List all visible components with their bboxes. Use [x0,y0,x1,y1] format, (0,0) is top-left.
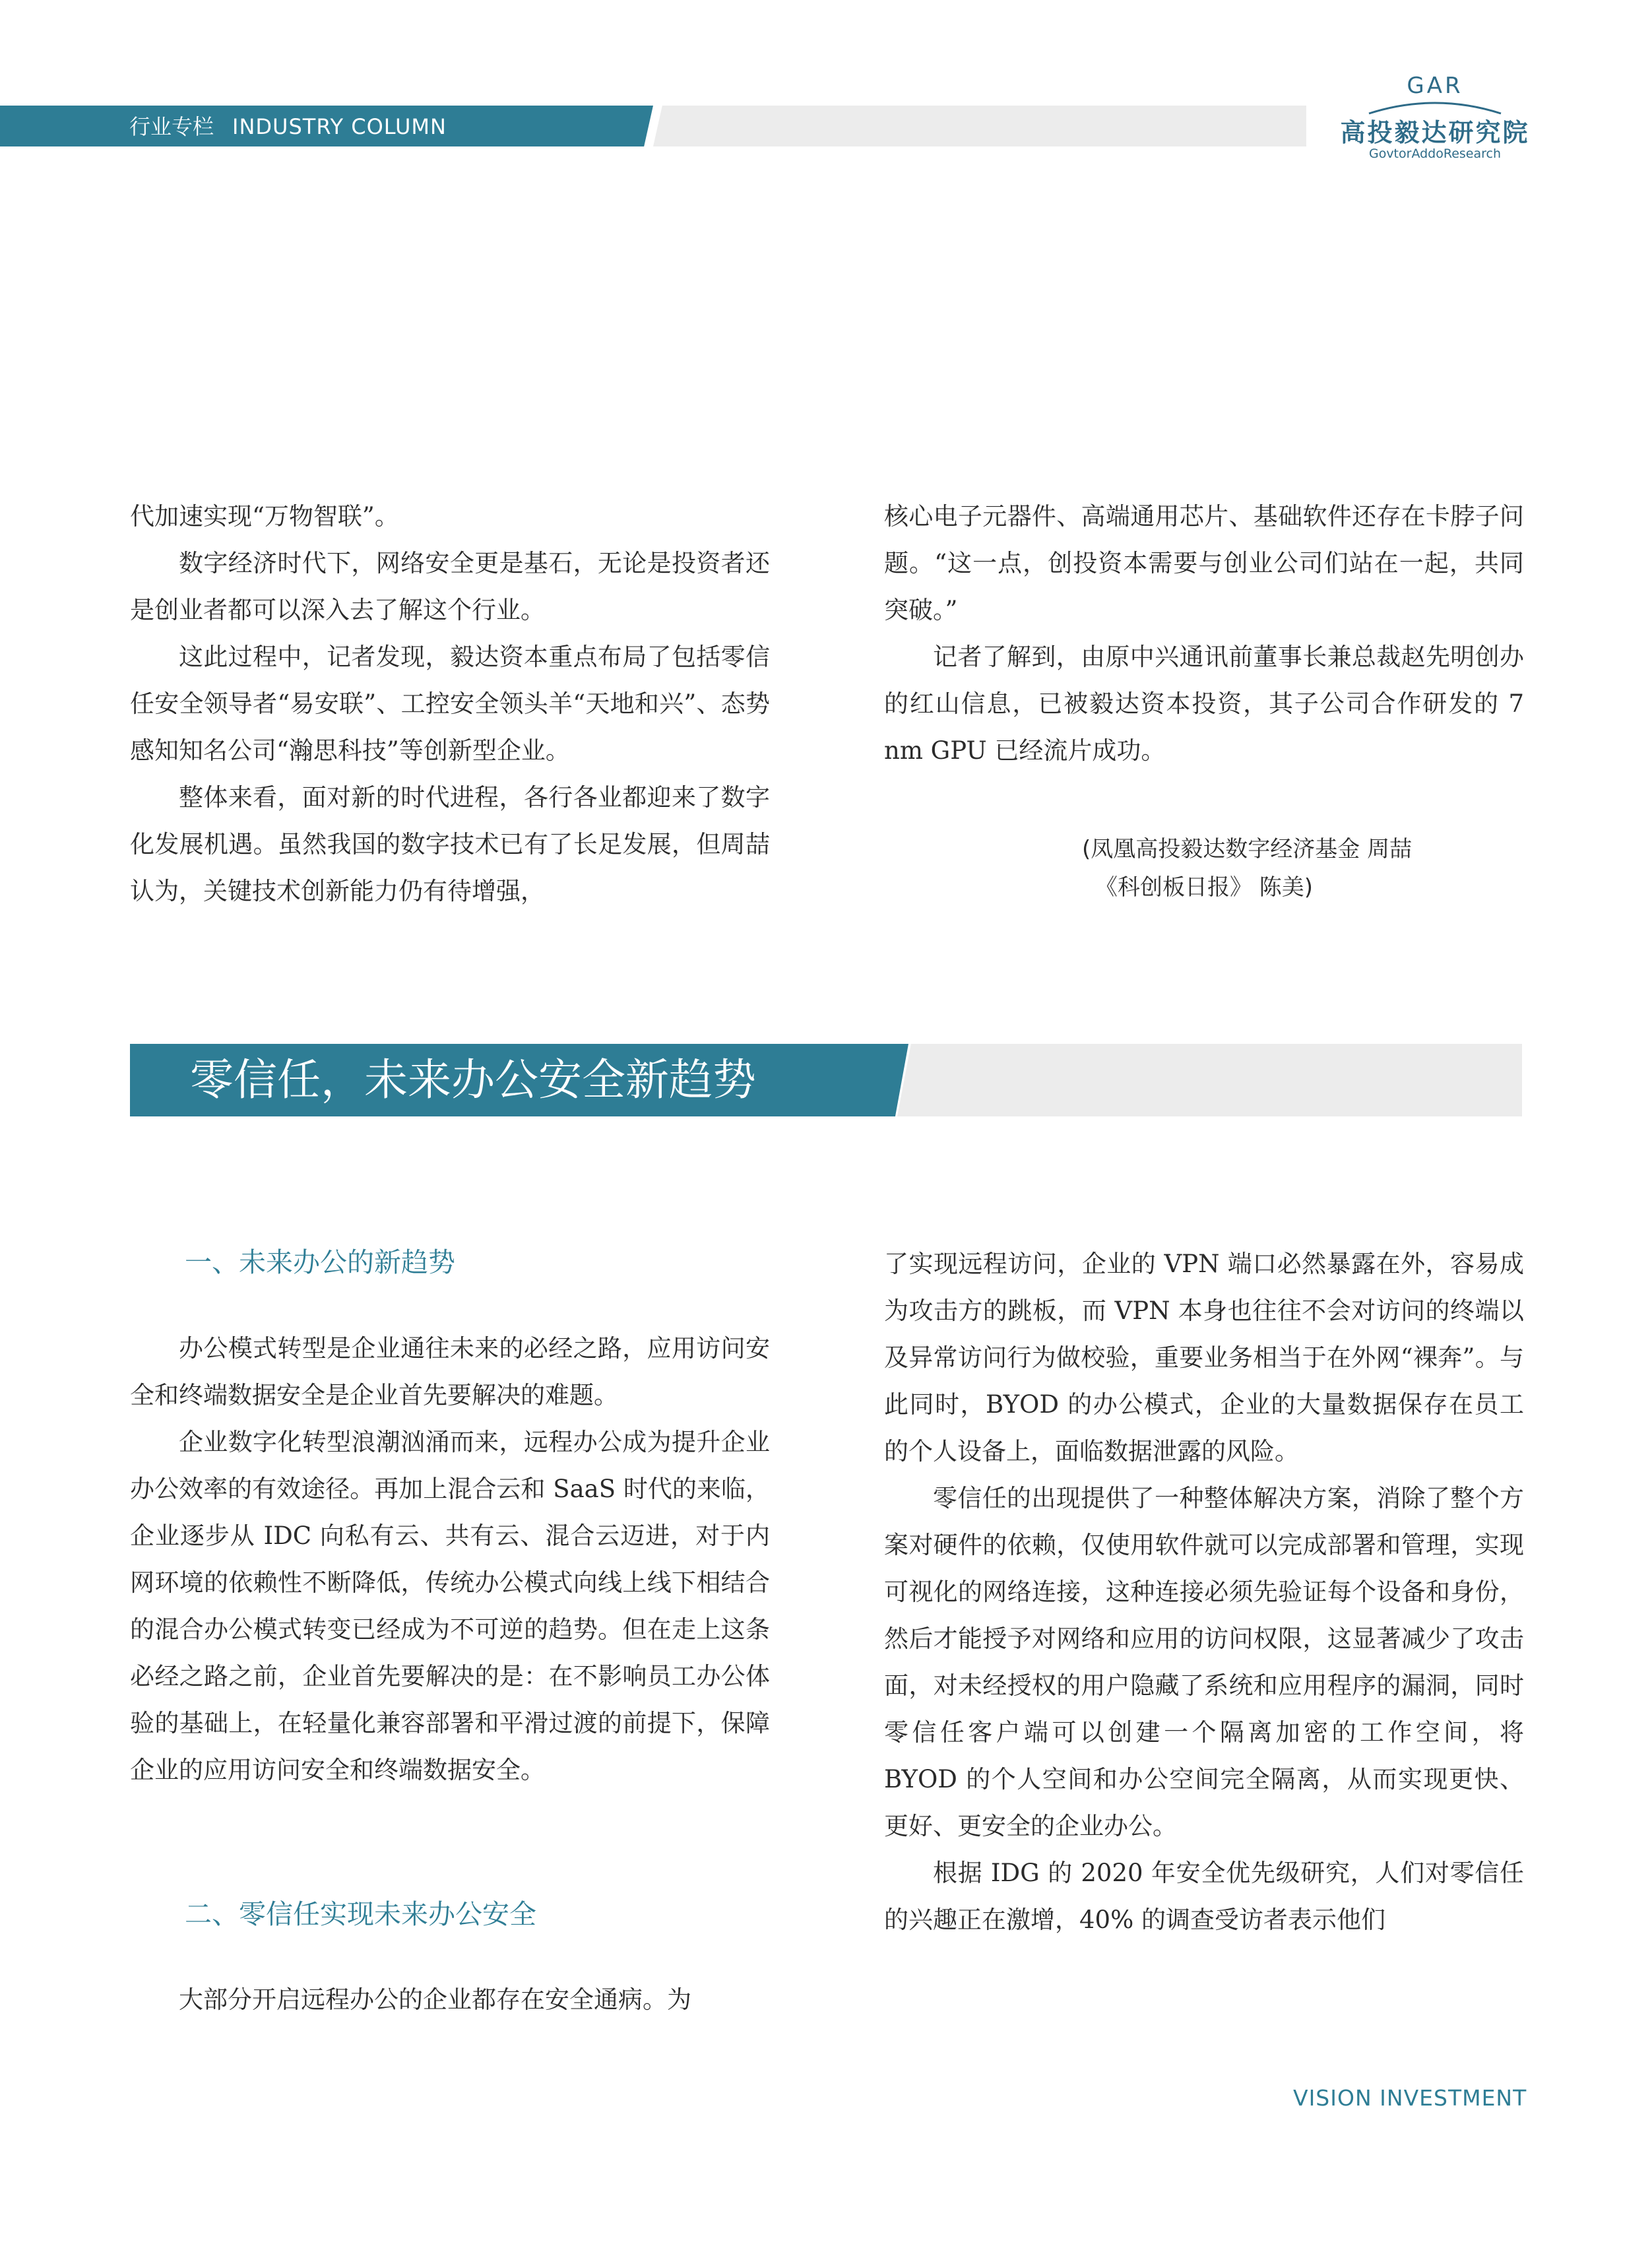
paragraph: 大部分开启远程办公的企业都存在安全通病。为 [179,1985,691,2014]
paragraph: 核心电子元器件、高端通用芯片、基础软件还存在卡脖子问题。“这一点，创投资本需要与创业公司们站在一起，共同突破。” [884,502,1524,624]
section-1-body [130,1325,770,1793]
section-label [129,110,447,143]
paragraph: 根据 IDG 的 2020 年安全优先级研究，人们对零信任的兴趣正在激增，40% 的调查受访者表示他们 [884,1859,1524,1934]
logo-en: GovtorAddoResearch [1368,146,1502,161]
top-right-column [884,493,1524,774]
footer-brand-b: INVESTMENT [1380,2085,1527,2111]
header-grey-band [653,106,1306,146]
footer-brand [1293,2085,1527,2111]
paragraph: 代加速实现“万物智联”。 [130,502,399,531]
paragraph: 这此过程中，记者发现，毅达资本重点布局了包括零信任安全领导者“易安联”、工控安全领头羊“天地和兴”、态势感知知名公司“瀚思科技”等创新型企业。 [130,643,770,765]
paragraph: 企业数字化转型浪潮汹涌而来，远程办公成为提升企业办公效率的有效途径。再加上混合云和 SaaS 时代的来临，企业逐步从 IDC 向私有云、共有云、混合云迈进，对于内网环境的依赖性不断降低，传统办公模式向线上线下相结合的混合办公模式转变已经成为不可逆的趋势。但在走上这条必经之路之前，企业首先要解决的是：在不影响员工办公体验的基础上，在轻量化兼容部署和平滑过渡的前提下，保障企业的应用访问安全和终端数据安全。 [130,1428,770,1784]
paragraph: 零信任的出现提供了一种整体解决方案，消除了整个方案对硬件的依赖，仅使用软件就可以完成部署和管理，实现可视化的网络连接，这种连接必须先验证每个设备和身份，然后才能授予对网络和应用的访问权限，这显著减少了攻击面，对未经授权的用户隐藏了系统和应用程序的漏洞，同时零信任客户端可以创建一个隔离加密的工作空间，将 BYOD 的个人空间和办公空间完全隔离，从而实现更快、更好、更安全的企业办公。 [884,1484,1524,1840]
credit-line-2: 《科创板日报》 陈美) [1095,874,1314,901]
section-heading-2: 二、零信任实现未来办公安全 [185,1898,536,1930]
paragraph: 了实现远程访问，企业的 VPN 端口必然暴露在外，容易成为攻击方的跳板，而 VPN 本身也往往不会对访问的终端以及异常访问行为做校验，重要业务相当于在外网“裸奔”。与此同时，BYOD 的办公模式，企业的大量数据保存在员工的个人设备上，面临数据泄露的风险。 [884,1250,1524,1465]
paragraph: 办公模式转型是企业通往未来的必经之路，应用访问安全和终端数据安全是企业首先要解决的难题。 [130,1334,770,1409]
section-2-body [130,1976,770,2023]
paragraph: 记者了解到，由原中兴通讯前董事长兼总裁赵先明创办的红山信息，已被毅达资本投资，其子公司合作研发的 7 nm GPU 已经流片成功。 [884,643,1524,765]
gar-logo [1319,73,1550,165]
article-title: 零信任，未来办公安全新趋势 [190,1054,756,1105]
section-heading-1: 一、未来办公的新趋势 [185,1246,455,1278]
section-label-cn: 行业专栏 [129,114,214,139]
top-left-column [130,493,770,915]
footer-brand-a: VISION [1293,2085,1372,2111]
section-label-en: INDUSTRY COLUMN [232,114,447,139]
logo-cn: 高投毅达研究院 [1340,118,1530,147]
title-grey-band [897,1044,1522,1116]
logo-abbr: GAR [1407,73,1463,99]
paragraph: 整体来看，面对新的时代进程，各行各业都迎来了数字化发展机遇。虽然我国的数字技术已有了长足发展，但周喆认为，关键技术创新能力仍有待增强， [130,783,770,905]
author-credit [1003,830,1531,907]
paragraph: 数字经济时代下，网络安全更是基石，无论是投资者还是创业者都可以深入去了解这个行业。 [130,549,770,624]
bottom-right-column [884,1240,1524,1943]
credit-line-1: (凤凰高投毅达数字经济基金 周喆 [1082,836,1413,862]
